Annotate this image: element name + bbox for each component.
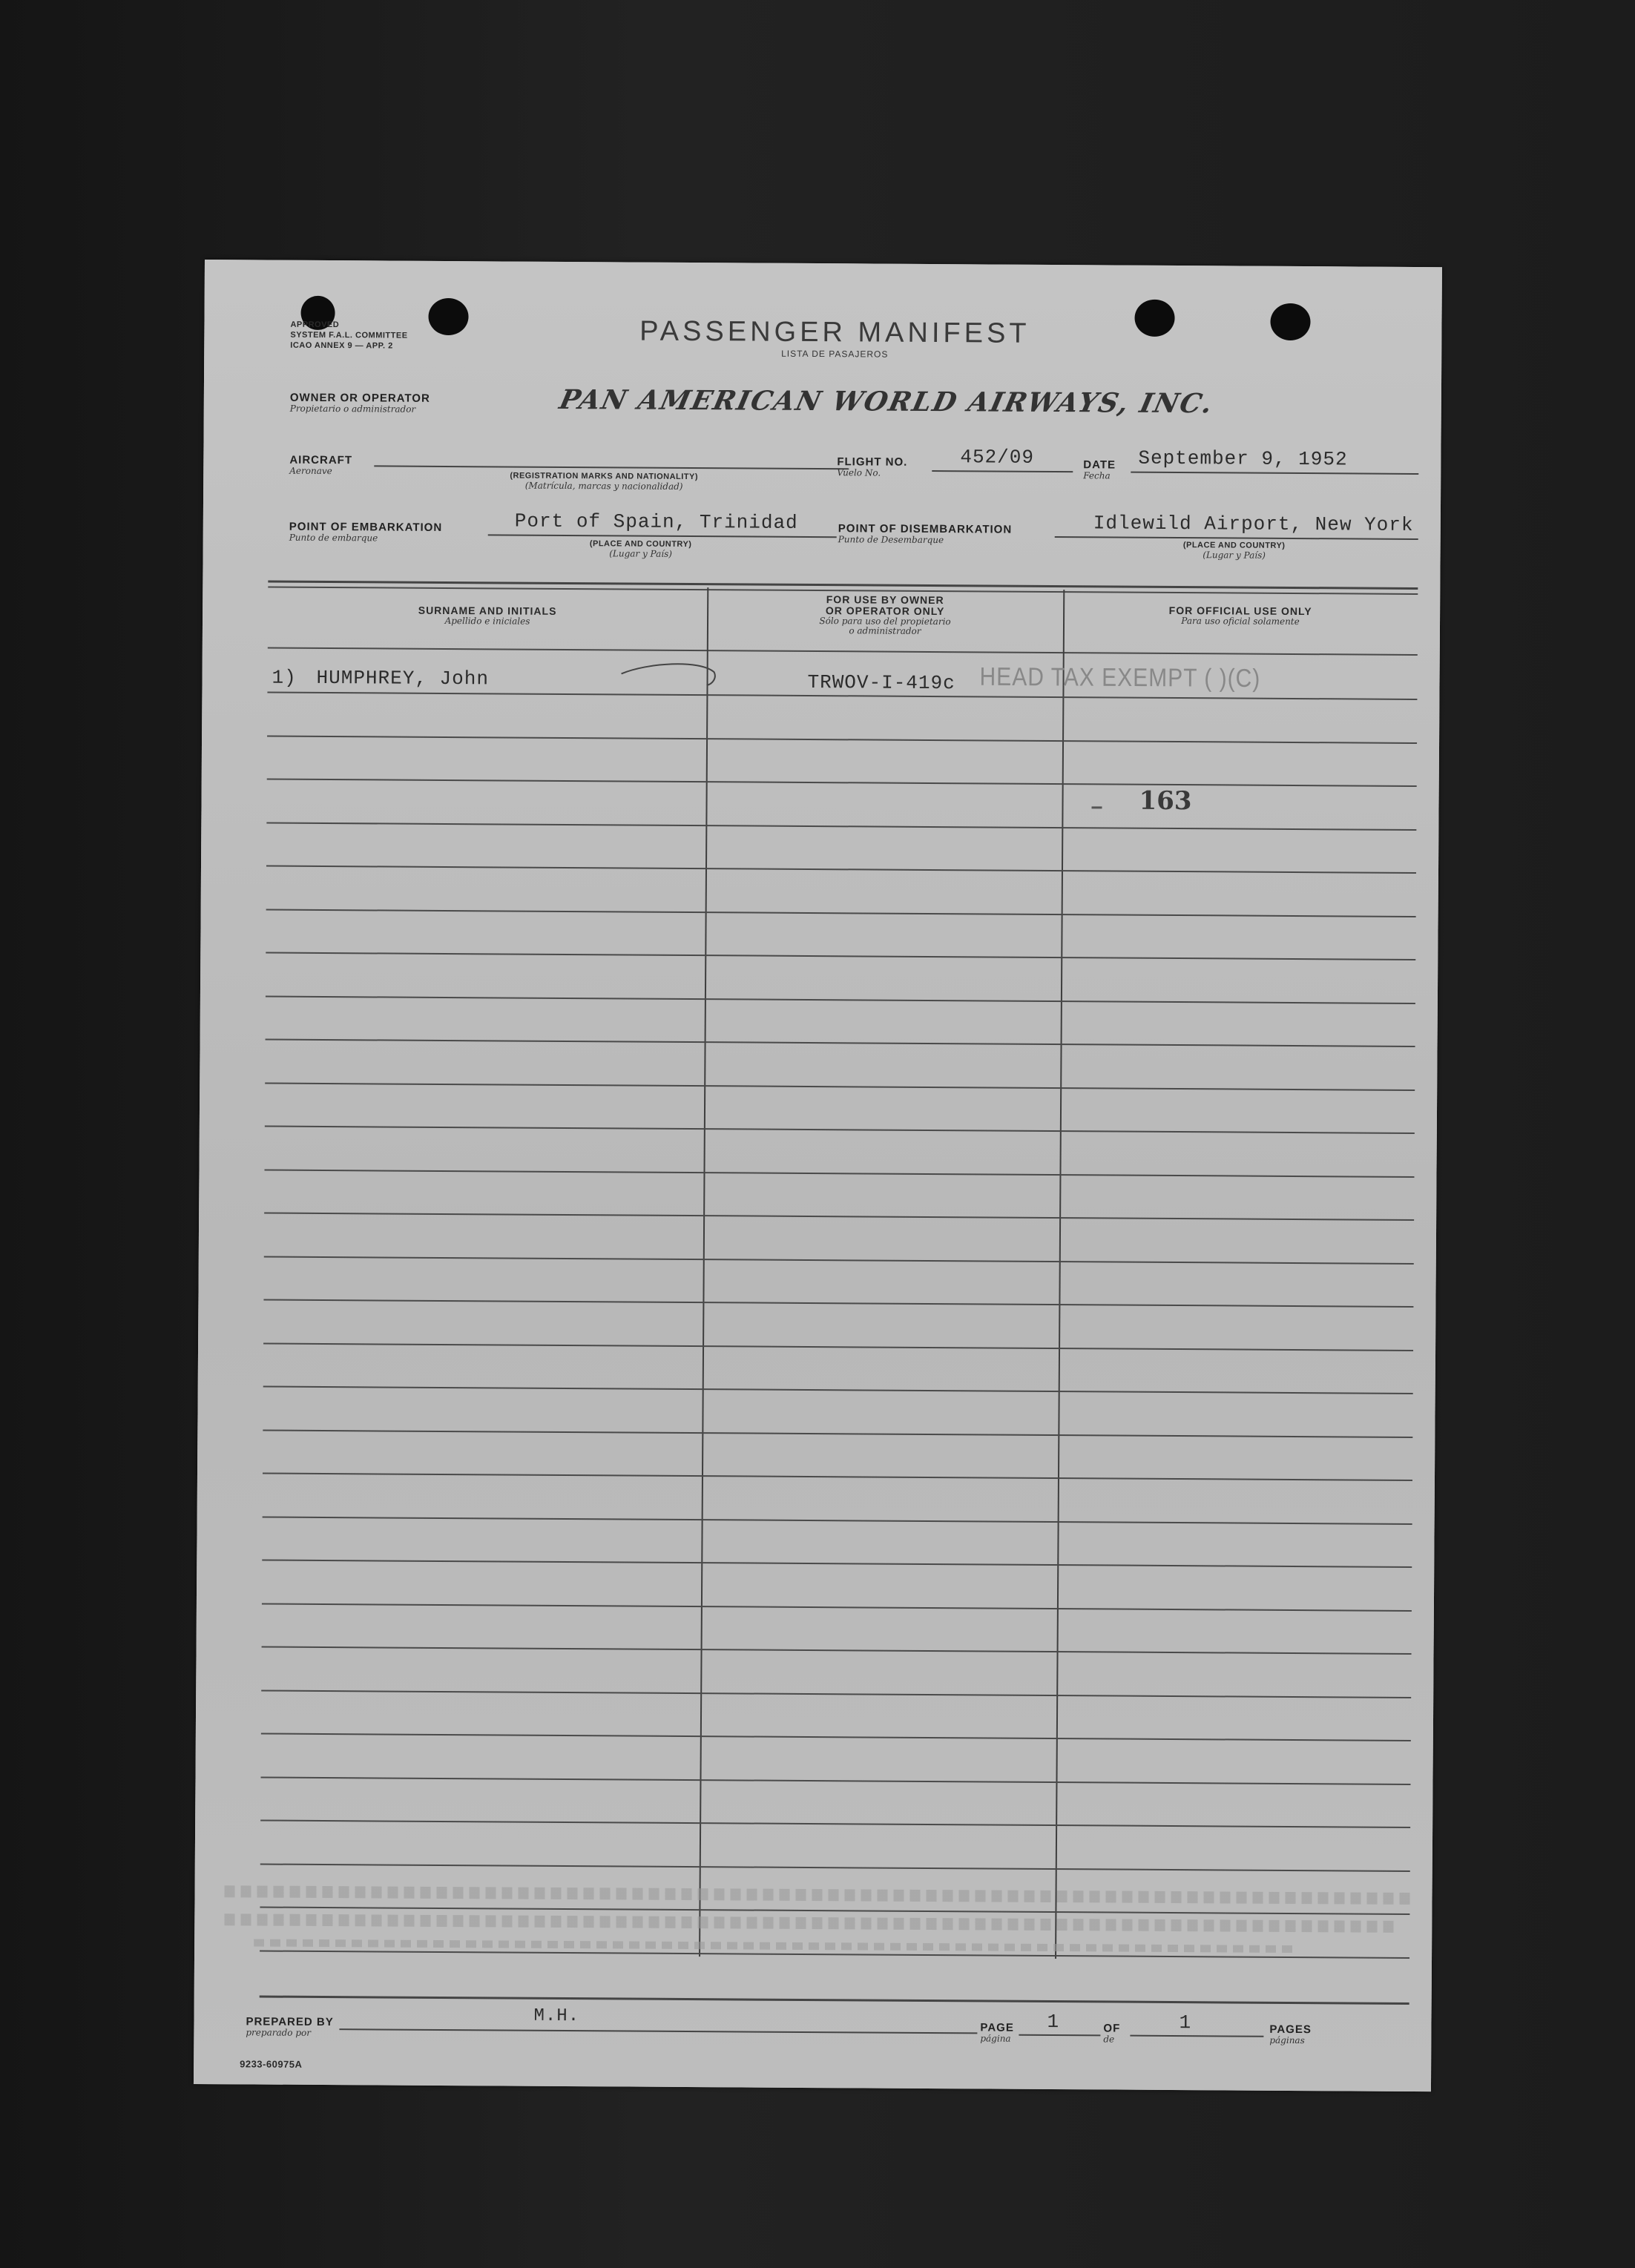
disembarkation-value: Idlewild Airport, New York [1093,512,1414,536]
table-row-line [264,1256,1414,1265]
approval-line: APPROVED [290,320,340,330]
date-label-es: Fecha [1083,470,1111,481]
aircraft-line [374,465,849,469]
prepared-label-block [246,2016,333,2038]
column-header-owner-line1: FOR USE BY OWNER [826,593,944,607]
aircraft-caption-es: (Matrícula, marcas y nacionalidad) [524,480,683,492]
embarkation-caption-es: (Lugar y País) [609,548,672,559]
page-line [1019,2034,1100,2037]
table-row-line [265,1126,1415,1134]
disembarkation-label: POINT OF DISEMBARKATION [838,522,1013,536]
aircraft-label-block [289,455,352,477]
table-row-line [263,1343,1413,1351]
of-value: 1 [1179,2011,1192,2034]
date-label: DATE [1083,458,1116,472]
table-row-line [266,996,1415,1004]
operator-label-block [290,392,430,415]
row-number: 1) [272,666,297,689]
disembarkation-caption [1131,540,1338,561]
disembarkation-caption-es: (Lugar y País) [1203,550,1266,561]
column-header-owner-es2: o administrador [849,625,921,636]
bleed-through [225,1885,1412,1905]
footer-rule [260,1995,1409,2004]
manifest-sheet [194,260,1442,2091]
table-row-line [263,1386,1413,1394]
official-note-number: 163 [1139,785,1192,817]
page-value: 1 [1047,2010,1060,2034]
column-header-official [1063,604,1418,627]
prepared-label-es: preparado por [246,2027,312,2038]
approval-block [290,320,407,352]
table-row-line [266,1039,1415,1047]
flight-line [932,470,1073,472]
table-row-line [265,1083,1415,1091]
column-header-official-es: Para uso oficial solamente [1181,616,1300,627]
table-row-line [262,1603,1412,1612]
bleed-through [224,1913,1396,1933]
operator-name: PAN AMERICAN WORLD AIRWAYS, INC. [556,383,1217,420]
table-row-line [264,1170,1414,1178]
flight-number: 452/09 [960,446,1035,469]
column-header-surname [268,604,707,628]
embarkation-label-es: Punto de embarque [289,532,378,544]
table-row-line [266,952,1415,960]
column-header-surname-label: SURNAME AND INITIALS [418,604,557,617]
approval-line: SYSTEM F.A.L. COMMITTEE [290,330,408,340]
page-title: PASSENGER MANIFEST [639,315,1030,349]
disembarkation-label-es: Punto de Desembarque [838,534,944,546]
flight-label-block [837,456,907,478]
of-label-es: de [1103,2034,1115,2045]
table-row-line [267,779,1417,787]
tick-mark [1092,806,1102,808]
embarkation-line [488,534,837,538]
form-number: 9233-60975A [240,2058,303,2070]
date-line [1131,472,1418,475]
column-header-owner-line2: OR OPERATOR ONLY [825,604,945,618]
title-block [627,315,1042,360]
page-label: PAGE [980,2021,1014,2034]
head-tax-stamp: HEAD TAX EXEMPT ( )(C) [979,662,1261,693]
pencil-mark [617,655,721,693]
page-label-es: página [980,2033,1011,2044]
of-line [1130,2035,1263,2037]
table-row-line [266,866,1416,874]
disembarkation-caption-en: (PLACE AND COUNTRY) [1182,541,1286,550]
date-label-block [1083,459,1116,481]
page-label-block [980,2022,1014,2043]
flight-label: FLIGHT NO. [837,455,908,469]
embarkation-caption [537,538,745,560]
table-row-line [262,1646,1412,1655]
column-header-official-label: FOR OFFICIAL USE ONLY [1168,604,1312,618]
pages-label: PAGES [1269,2023,1312,2037]
flight-label-es: Vuelo No. [837,467,881,478]
page-subtitle: LISTA DE PASAJEROS [781,348,889,360]
date-value: September 9, 1952 [1138,446,1348,471]
prepared-line [339,2028,977,2034]
operator-label: OWNER OR OPERATOR [289,391,430,405]
operator-label-es: Propietario o administrador [289,403,416,415]
column-divider [699,587,708,1957]
pages-label-block [1269,2024,1312,2046]
table-row-line [266,823,1416,831]
aircraft-caption [470,470,737,492]
owner-reference: TRWOV-I-419c [807,670,955,695]
table-row-line [260,1863,1410,1871]
embarkation-label: POINT OF EMBARKATION [289,520,443,534]
table-row-line [263,1299,1413,1308]
aircraft-caption-en: (REGISTRATION MARKS AND NATIONALITY) [510,471,699,482]
approval-line: ICAO ANNEX 9 — APP. 2 [290,340,393,351]
table-row-line [263,1517,1412,1525]
embarkation-value: Port of Spain, Trinidad [514,510,798,534]
table-row-line [261,1733,1411,1741]
column-divider [1055,590,1065,1959]
table-row-line [260,1906,1409,1914]
embarkation-caption-en: (PLACE AND COUNTRY) [589,539,692,550]
table-row-line [264,1213,1414,1221]
aircraft-label-es: Aeronave [289,465,332,477]
table-row-line [261,1690,1411,1698]
column-header-owner [707,593,1063,637]
disembarkation-line [1055,536,1418,540]
table-row-line [267,736,1417,744]
table-row-line [266,909,1416,917]
disembarkation-label-block [838,523,1013,545]
of-label: OF [1103,2022,1121,2035]
aircraft-label: AIRCRAFT [289,453,353,467]
column-header-owner-es1: Sólo para uso del propietario [819,616,951,627]
prepared-value: M.H. [533,2005,580,2027]
table-row-line [260,1819,1410,1827]
table-row-line [263,1430,1412,1438]
header-bottom-rule [268,647,1418,656]
pages-label-es: páginas [1269,2034,1305,2046]
column-header-surname-es: Apellido e iniciales [444,615,530,627]
punch-hole [1270,303,1310,340]
passenger-name: HUMPHREY, John [316,666,490,690]
table-row-line [263,1473,1412,1481]
punch-hole [428,298,468,335]
table-row-line [262,1560,1412,1568]
of-label-block [1103,2023,1120,2044]
punch-hole [1134,300,1174,337]
table-row-line [260,1776,1410,1784]
embarkation-label-block [289,521,443,544]
prepared-label: PREPARED BY [246,2015,334,2029]
